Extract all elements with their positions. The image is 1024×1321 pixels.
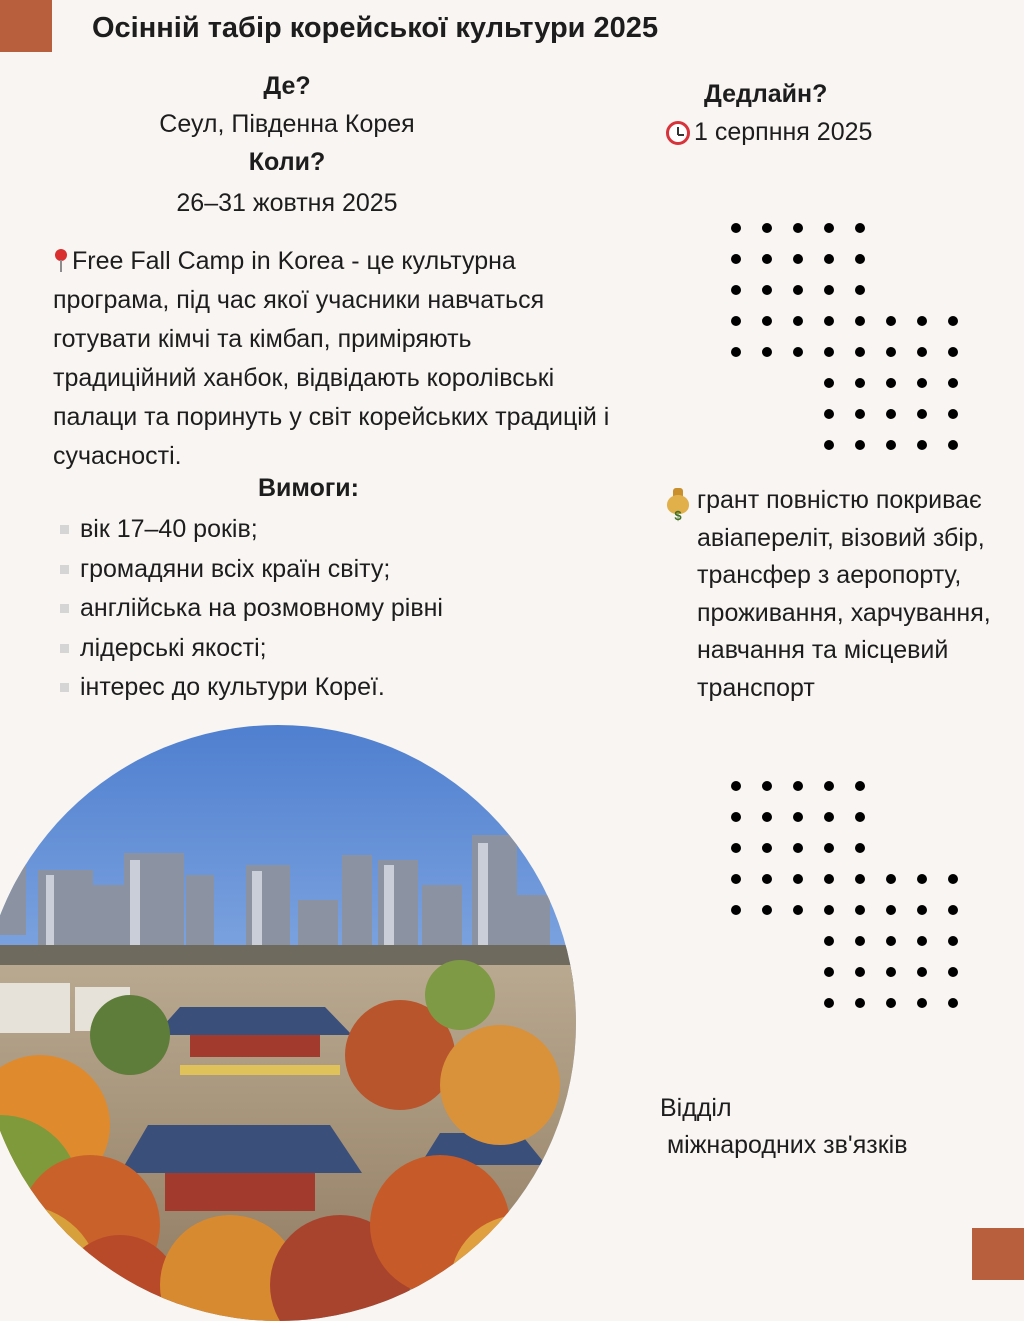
requirement-item: громадяни всіх країн світу; [60,550,443,590]
description-line: традиційний ханбок, відвідають королівські [53,364,555,392]
department-line: Відділ [660,1094,732,1122]
dot [762,905,772,915]
dot [855,378,865,388]
money-bag-icon: $ [666,488,690,514]
dot [762,285,772,295]
dot [917,440,927,450]
dot [855,223,865,233]
dot [855,874,865,884]
deadline-label: Дедлайн? [704,80,828,108]
dot [855,316,865,326]
deadline-date: 1 серпння 2025 [694,118,873,146]
corner-decoration-bottom-right [972,1228,1024,1280]
bullet-icon [60,565,69,574]
dot [731,905,741,915]
description-line: програма, під час якої учасники навчаться [53,286,545,314]
round-pushpin-icon [53,248,69,272]
dot [886,905,896,915]
dot [948,905,958,915]
dot [731,843,741,853]
dot [855,998,865,1008]
department [660,1090,907,1164]
dot [762,812,772,822]
dot [793,285,803,295]
dot [917,409,927,419]
dot [824,998,834,1008]
dot [917,998,927,1008]
dot [762,781,772,791]
event-info [142,68,432,226]
page-title: Осінній табір корейської культури 2025 [92,12,659,44]
dot [824,285,834,295]
dot [793,843,803,853]
dot [855,967,865,977]
requirement-item: англійська на розмовному рівні [60,589,443,629]
dot [793,905,803,915]
dot [948,874,958,884]
description [53,242,693,476]
grant-info [666,482,1016,707]
dot [762,223,772,233]
dot [762,843,772,853]
dot [948,316,958,326]
dot [948,347,958,357]
dot [948,409,958,419]
dot [886,316,896,326]
bullet-icon [60,525,69,534]
bullet-icon [60,683,69,692]
dot [855,936,865,946]
dot [793,223,803,233]
dot [731,812,741,822]
dot [824,316,834,326]
description-line: Free Fall Camp in Korea - це культурна [53,242,693,281]
dot [793,316,803,326]
dot [793,254,803,264]
dot [793,874,803,884]
dot [917,967,927,977]
dot [855,254,865,264]
grant-line: проживання, харчування, [697,598,991,627]
seoul-palace-illustration [0,725,576,1321]
dot [731,285,741,295]
dot [886,409,896,419]
requirement-item: вік 17–40 років; [60,510,443,550]
grant-line: $ грант повністю покриває [666,482,1016,520]
seoul-palace-photo [0,725,576,1321]
dot [886,998,896,1008]
dot [855,285,865,295]
dot [917,316,927,326]
dot [855,781,865,791]
where-label: Де? [263,72,311,100]
dot [762,254,772,264]
dot [824,967,834,977]
requirements-title: Вимоги: [258,474,359,502]
dot [824,936,834,946]
dot [824,874,834,884]
dot [855,409,865,419]
dot [824,843,834,853]
dot [824,223,834,233]
alarm-clock-icon [666,121,690,145]
when-label: Коли? [248,148,326,176]
where-value: Сеул, Південна Корея [159,110,415,138]
requirement-item: лідерські якості; [60,629,443,669]
corner-decoration-top-left [0,0,52,52]
dot [948,440,958,450]
dot [762,316,772,326]
dot [917,874,927,884]
dot [824,440,834,450]
dot [793,781,803,791]
dot [762,347,772,357]
dot [917,936,927,946]
deadline-value [666,118,872,147]
dot [855,440,865,450]
dot [948,936,958,946]
dot [886,347,896,357]
dot [793,347,803,357]
dot [886,936,896,946]
dot [886,967,896,977]
dot [824,347,834,357]
when-value: 26–31 жовтня 2025 [176,189,398,217]
dot [855,843,865,853]
description-line: палаци та поринуть у світ корейських традицій і [53,403,610,431]
dot [762,874,772,884]
description-line: готувати кімчі та кімбап, приміряють [53,325,472,353]
dot [886,440,896,450]
requirement-item: інтерес до культури Кореї. [60,668,443,708]
dot [731,874,741,884]
dot [824,378,834,388]
dot [948,378,958,388]
dot [824,781,834,791]
dot [824,905,834,915]
grant-line: авіапереліт, візовий збір, [697,523,985,552]
grant-line: навчання та місцевий [697,636,949,664]
dot [855,347,865,357]
department-line: міжнародних зв'язків [660,1131,908,1159]
dot [886,378,896,388]
dot [917,347,927,357]
dot [824,254,834,264]
dot [824,812,834,822]
requirements-list [60,510,443,708]
grant-line: трансфер з аеропорту, [697,561,962,589]
dot [731,316,741,326]
dot [793,812,803,822]
dot [917,378,927,388]
dot [731,347,741,357]
dot [948,998,958,1008]
dot [855,812,865,822]
dot [731,781,741,791]
bullet-icon [60,644,69,653]
dot [917,905,927,915]
dot [855,905,865,915]
dot [948,967,958,977]
dot [886,874,896,884]
bullet-icon [60,604,69,613]
dot [731,254,741,264]
grant-line: транспорт [697,673,815,702]
dot [824,409,834,419]
description-line: сучасності. [53,442,182,470]
dot [731,223,741,233]
